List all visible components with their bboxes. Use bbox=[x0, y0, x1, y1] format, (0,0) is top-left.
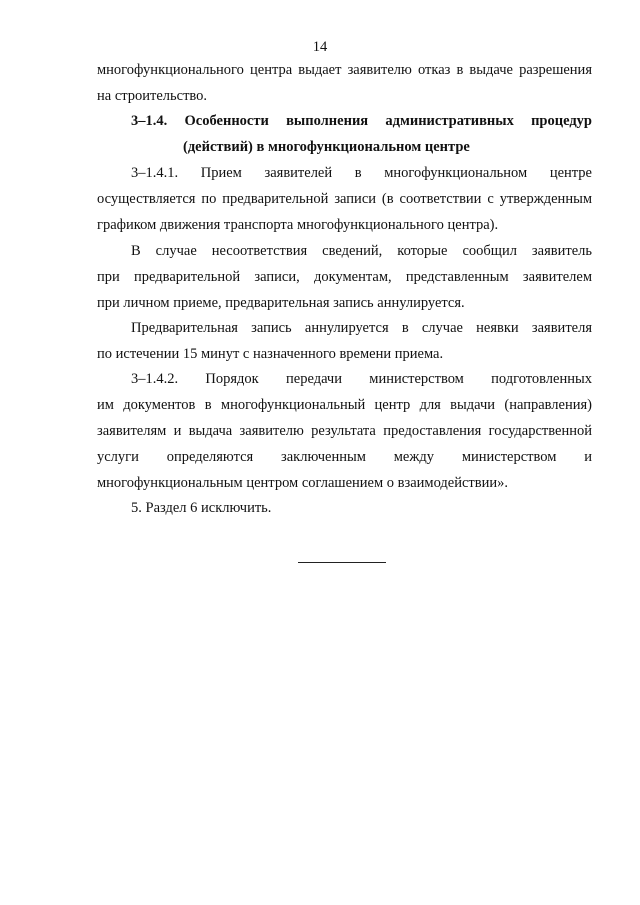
intro-paragraph bbox=[97, 57, 592, 109]
p1-line-1: 3–1.4.1. Прием заявителей в многофункциональном центре bbox=[131, 165, 592, 181]
p4-line-5: многофункциональным центром соглашением о взаимодействии». bbox=[97, 475, 509, 491]
p4-line-4: услуги определяются заключенным между министерством и bbox=[97, 449, 592, 465]
p2-line-1: В случае несоответствия сведений, которые сообщил заявитель bbox=[131, 243, 592, 259]
paragraph-no-show bbox=[97, 315, 592, 367]
p3-line-1: Предварительная запись аннулируется в случае неявки заявителя bbox=[131, 320, 592, 336]
heading-word-1: Особенности bbox=[184, 113, 269, 129]
heading-line-1 bbox=[97, 108, 592, 134]
p4-line-1: 3–1.4.2. Порядок передачи министерством подготовленных bbox=[131, 371, 592, 387]
p2-line-2: при предварительной записи, документам, представленным заявителем bbox=[97, 269, 592, 285]
end-divider bbox=[298, 562, 386, 563]
paragraph-discrepancy bbox=[97, 238, 592, 316]
paragraph-section-6 bbox=[97, 495, 592, 521]
heading-number: 3–1.4. bbox=[131, 113, 168, 129]
intro-line-2: на строительство. bbox=[97, 88, 208, 104]
paragraph-3-1-4-1 bbox=[97, 160, 592, 238]
p5-line-1: 5. Раздел 6 исключить. bbox=[131, 500, 272, 516]
p3-line-2: по истечении 15 минут с назначенного времени приема. bbox=[97, 346, 444, 362]
heading-word-4: процедур bbox=[531, 113, 592, 129]
p1-line-3: графиком движения транспорта многофункционального центра). bbox=[97, 217, 499, 233]
heading-word-2: выполнения bbox=[286, 113, 369, 129]
intro-line-1: многофункционального центра выдает заявителю отказ в выдаче разрешения bbox=[97, 62, 592, 78]
section-heading bbox=[97, 108, 592, 160]
p4-line-3: заявителям и выдача заявителю результата предоставления государственной bbox=[97, 423, 592, 439]
heading-line-2: (действий) в многофункциональном центре bbox=[183, 139, 470, 155]
p1-line-2: осуществляется по предварительной записи (в соответствии с утвержденным bbox=[97, 191, 592, 207]
page-number: 14 bbox=[312, 39, 328, 55]
heading-word-3: административных bbox=[385, 113, 514, 129]
p4-line-2: им документов в многофункциональный центр для выдачи (направления) bbox=[97, 397, 592, 413]
paragraph-3-1-4-2 bbox=[97, 366, 592, 496]
p2-line-3: при личном приеме, предварительная запись аннулируется. bbox=[97, 295, 465, 311]
